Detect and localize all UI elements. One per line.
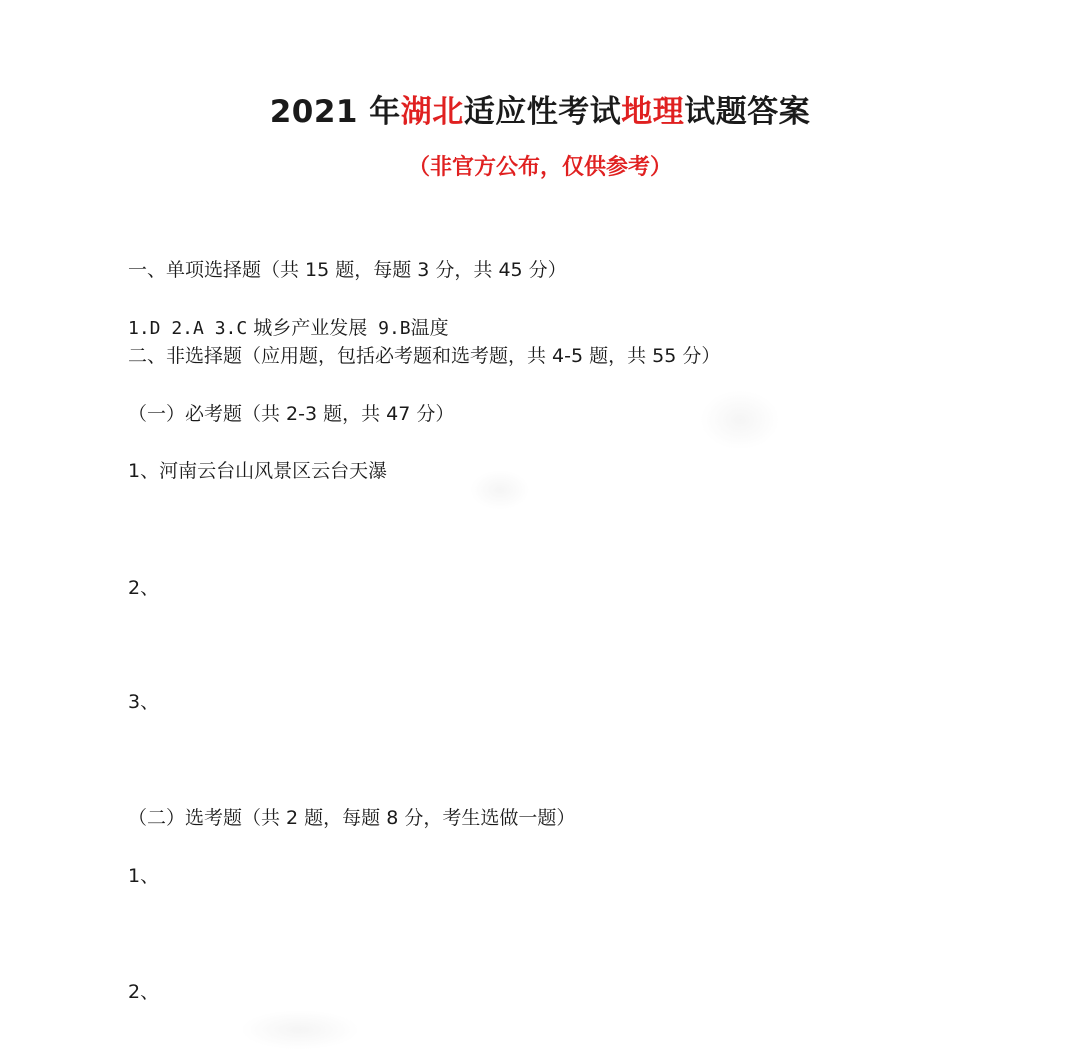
section2-heading: 二、非选择题（应用题，包括必考题和选考题，共 4-5 题，共 55 分） bbox=[128, 345, 721, 367]
scan-smudge bbox=[700, 390, 780, 450]
required-question-3: 3、 bbox=[128, 691, 160, 713]
elective-question-2: 2、 bbox=[128, 981, 160, 1003]
title-year: 2021 年 bbox=[269, 94, 401, 130]
title-suffix: 试题答案 bbox=[684, 94, 811, 130]
title-exam: 适应性考试 bbox=[463, 94, 622, 130]
required-question-1: 1、河南云台山风景区云台天瀑 bbox=[128, 460, 388, 482]
answers-prefix: 1.D 2.A 3.C bbox=[128, 318, 248, 339]
elective-heading: （二）选考题（共 2 题，每题 8 分，考生选做一题） bbox=[128, 807, 576, 829]
title-subject: 地理 bbox=[621, 94, 685, 130]
section1-answers bbox=[128, 313, 449, 340]
required-question-2: 2、 bbox=[128, 577, 160, 599]
scan-smudge bbox=[470, 470, 530, 510]
answers-end: 温度 bbox=[410, 317, 449, 339]
document-subtitle: （非官方公布，仅供参考） bbox=[407, 155, 672, 180]
required-heading: （一）必考题（共 2-3 题，共 47 分） bbox=[128, 403, 455, 425]
scan-smudge bbox=[240, 1010, 360, 1050]
title-province: 湖北 bbox=[400, 94, 464, 130]
document-title bbox=[0, 86, 1080, 131]
elective-question-1: 1、 bbox=[128, 865, 160, 887]
section1-heading: 一、单项选择题（共 15 题，每题 3 分，共 45 分） bbox=[128, 259, 567, 281]
answers-mid: 城乡产业发展 bbox=[253, 317, 368, 339]
answers-q9: 9.B bbox=[367, 318, 411, 339]
